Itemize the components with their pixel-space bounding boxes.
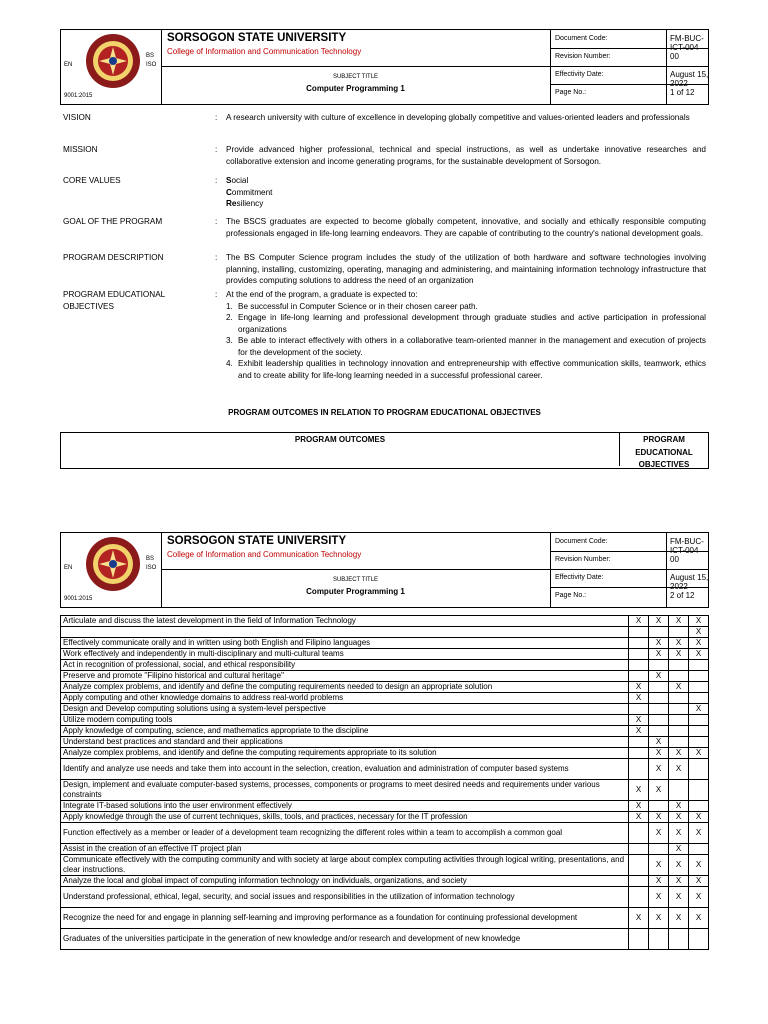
subject-title: Computer Programming 1 bbox=[306, 587, 405, 596]
peo-mark-cell: X bbox=[689, 876, 709, 887]
table-row bbox=[61, 682, 709, 693]
peo-mark-cell: X bbox=[669, 616, 689, 627]
peo-mark-cell bbox=[689, 660, 709, 671]
peo-mark-cell bbox=[629, 737, 649, 748]
peo-mark-cell bbox=[629, 627, 649, 638]
list-item: 4. Exhibit leadership qualities in technology innovation and entrepreneurship with effective communication skills, teamwork, ethics and to create ability for life-long learning needed in a successful professional career. bbox=[226, 359, 706, 380]
peo-mark-cell: X bbox=[649, 780, 669, 801]
peo-mark-cell: X bbox=[629, 715, 649, 726]
document-meta: Document Code: FM-BUC-ICT-004 Revision Number: 00 Effectivity Date: August 15, 2022 Page No.: 1 of 12 bbox=[550, 30, 709, 104]
university-name: SORSOGON STATE UNIVERSITY bbox=[167, 535, 347, 547]
peo-mark-cell bbox=[689, 844, 709, 855]
core-values-list: Social Commitment Resiliency bbox=[226, 176, 273, 208]
peo-mark-cell: X bbox=[669, 908, 689, 929]
peo-mark-cell: X bbox=[689, 638, 709, 649]
peo-mark-cell bbox=[649, 726, 669, 737]
peo-mark-cell bbox=[629, 671, 649, 682]
peo-mark-cell: X bbox=[689, 616, 709, 627]
college-name: College of Information and Communication Technology bbox=[167, 550, 362, 559]
peo-mark-cell bbox=[689, 780, 709, 801]
peo-mark-cell bbox=[649, 801, 669, 812]
peo-mark-cell: X bbox=[669, 812, 689, 823]
peo-mark-cell bbox=[669, 780, 689, 801]
peo-mark-cell bbox=[689, 737, 709, 748]
peo-mark-cell: X bbox=[649, 876, 669, 887]
table-row bbox=[61, 660, 709, 671]
peo-mark-cell: X bbox=[629, 726, 649, 737]
peo-mark-cell: X bbox=[669, 876, 689, 887]
table-row bbox=[61, 844, 709, 855]
peo-mark-cell: X bbox=[649, 855, 669, 876]
po-outcome-cell: Integrate IT-based solutions into the user environment effectively bbox=[61, 801, 629, 812]
peo-mark-cell: X bbox=[689, 748, 709, 759]
peo-mark-cell: X bbox=[629, 682, 649, 693]
peo-mark-cell: X bbox=[649, 649, 669, 660]
po-outcome-cell: Identify and analyze use needs and take them into account in the selection, creation, evaluation and administration of computer based systems bbox=[61, 759, 629, 780]
university-seal-logo bbox=[85, 33, 141, 89]
peo-mark-cell bbox=[669, 704, 689, 715]
subject-title: Computer Programming 1 bbox=[306, 84, 405, 93]
en-label: EN bbox=[64, 565, 73, 571]
peo-mark-cell: X bbox=[669, 638, 689, 649]
document-code: FM-BUC-ICT-004 bbox=[670, 537, 704, 555]
peo-mark-cell bbox=[649, 715, 669, 726]
po-outcome-cell: Assist in the creation of an effective IT project plan bbox=[61, 844, 629, 855]
peo-mark-cell: X bbox=[649, 812, 669, 823]
peo-mark-cell bbox=[649, 693, 669, 704]
peo-mark-cell: X bbox=[689, 908, 709, 929]
list-item: 1. Be successful in Computer Science or in their chosen career path. bbox=[226, 301, 478, 311]
table-row bbox=[61, 812, 709, 823]
bs-iso-label: BS ISO bbox=[146, 556, 157, 571]
peo-mark-cell: X bbox=[649, 638, 669, 649]
peo-mark-cell bbox=[669, 929, 689, 950]
revision-number: 00 bbox=[670, 52, 679, 61]
program-outcomes-table bbox=[60, 615, 709, 950]
peo-mark-cell: X bbox=[629, 801, 649, 812]
po-outcome-cell: Articulate and discuss the latest development in the field of Information Technology bbox=[61, 616, 629, 627]
peo-mark-cell: X bbox=[649, 616, 669, 627]
peo-mark-cell: X bbox=[669, 855, 689, 876]
peo-mark-cell bbox=[689, 693, 709, 704]
peo-mark-cell: X bbox=[689, 627, 709, 638]
peo-mark-cell: X bbox=[669, 887, 689, 908]
list-item: 2. Engage in life-long learning and professional development through graduate studies and active participation in professional organizations bbox=[226, 313, 706, 334]
university-name: SORSOGON STATE UNIVERSITY bbox=[167, 32, 347, 44]
page-number: 2 of 12 bbox=[670, 591, 695, 600]
po-outcome-cell: Design, implement and evaluate computer-based systems, processes, components or programs to meet desired needs and requirements under various constraints bbox=[61, 780, 629, 801]
po-outcome-cell: Understand professional, ethical, legal, security, and social issues and responsibilities in the utilization of information technology bbox=[61, 887, 629, 908]
university-seal-logo bbox=[85, 536, 141, 592]
peo-mark-cell: X bbox=[669, 649, 689, 660]
peo-mark-cell: X bbox=[669, 748, 689, 759]
effectivity-date: August 15, 2022 bbox=[670, 573, 709, 591]
goal-text: The BSCS graduates are expected to become globally competent, innovative, and socially and ethically responsible computing professionals engaged in life-long learning endeavors. They are capable of contributing to the country's national development goals. bbox=[226, 217, 706, 238]
peo-mark-cell: X bbox=[669, 759, 689, 780]
document-code: FM-BUC-ICT-004 bbox=[670, 34, 704, 52]
po-header-peo: PROGRAM EDUCATIONAL OBJECTIVES bbox=[619, 433, 708, 466]
peo-mark-cell bbox=[689, 682, 709, 693]
table-row bbox=[61, 929, 709, 950]
table-row bbox=[61, 780, 709, 801]
po-outcome-cell: Design and Develop computing solutions using a system-level perspective bbox=[61, 704, 629, 715]
table-row bbox=[61, 876, 709, 887]
po-header-outcomes: PROGRAM OUTCOMES bbox=[294, 435, 386, 444]
document-header-page-2 bbox=[60, 532, 709, 608]
peo-list bbox=[226, 301, 706, 382]
peo-mark-cell: X bbox=[689, 855, 709, 876]
peo-mark-cell bbox=[629, 660, 649, 671]
peo-mark-cell: X bbox=[629, 616, 649, 627]
peo-mark-cell bbox=[689, 929, 709, 950]
peo-intro: At the end of the program, a graduate is expected to: bbox=[226, 290, 418, 299]
peo-mark-cell bbox=[629, 649, 649, 660]
peo-mark-cell bbox=[689, 801, 709, 812]
college-name: College of Information and Communication Technology bbox=[167, 47, 362, 56]
table-row bbox=[61, 704, 709, 715]
po-header-table bbox=[60, 432, 709, 469]
peo-mark-cell: X bbox=[669, 844, 689, 855]
table-row bbox=[61, 638, 709, 649]
po-outcome-cell: Preserve and promote "Filipino historical and cultural heritage" bbox=[61, 671, 629, 682]
po-outcome-cell: Analyze the local and global impact of computing information technology on individuals, organizations, and society bbox=[61, 876, 629, 887]
peo-mark-cell bbox=[669, 627, 689, 638]
peo-mark-cell: X bbox=[649, 748, 669, 759]
table-row bbox=[61, 627, 709, 638]
peo-mark-cell bbox=[649, 844, 669, 855]
po-outcome-cell: Graduates of the universities participate in the generation of new knowledge and/or research and development of new knowledge bbox=[61, 929, 629, 950]
peo-mark-cell bbox=[669, 715, 689, 726]
po-outcome-cell: Understand best practices and standard and their applications bbox=[61, 737, 629, 748]
peo-mark-cell bbox=[669, 737, 689, 748]
table-row bbox=[61, 801, 709, 812]
revision-number: 00 bbox=[670, 555, 679, 564]
table-row bbox=[61, 715, 709, 726]
po-outcome-cell: Function effectively as a member or leader of a development team recognizing the different roles within a team to accomplish a common goal bbox=[61, 823, 629, 844]
list-item: 3. Be able to interact effectively with others in a collaborative team-oriented manner in the management and execution of projects for the development of the society. bbox=[226, 336, 706, 357]
peo-mark-cell: X bbox=[649, 737, 669, 748]
po-outcome-cell: Work effectively and independently in multi-disciplinary and multi-cultural teams bbox=[61, 649, 629, 660]
peo-mark-cell bbox=[629, 887, 649, 908]
peo-mark-cell bbox=[689, 671, 709, 682]
po-outcome-cell bbox=[61, 627, 629, 638]
table-row bbox=[61, 616, 709, 627]
peo-mark-cell bbox=[689, 759, 709, 780]
po-outcome-cell: Analyze complex problems, and identify and define the computing requirements appropriate to its solution bbox=[61, 748, 629, 759]
peo-mark-cell bbox=[629, 844, 649, 855]
peo-mark-cell bbox=[669, 660, 689, 671]
peo-mark-cell: X bbox=[629, 780, 649, 801]
vision-text: A research university with culture of excellence in developing globally competitive and values-oriented leaders and professionals bbox=[226, 113, 690, 122]
iso-standard: 9001:2015 bbox=[64, 93, 93, 99]
table-row bbox=[61, 887, 709, 908]
peo-mark-cell bbox=[629, 855, 649, 876]
peo-mark-cell bbox=[649, 660, 669, 671]
table-row bbox=[61, 671, 709, 682]
document-header bbox=[60, 29, 709, 105]
po-outcome-cell: Utilize modern computing tools bbox=[61, 715, 629, 726]
po-outcome-cell: Apply knowledge of computing, science, and mathematics appropriate to the discipline bbox=[61, 726, 629, 737]
peo-mark-cell: X bbox=[689, 704, 709, 715]
peo-mark-cell bbox=[669, 693, 689, 704]
bs-iso-label: BS ISO bbox=[146, 53, 157, 68]
subject-title-label: SUBJECT TITLE bbox=[332, 74, 379, 80]
peo-mark-cell: X bbox=[649, 671, 669, 682]
peo-mark-cell: X bbox=[649, 908, 669, 929]
table-row bbox=[61, 693, 709, 704]
peo-mark-cell bbox=[649, 682, 669, 693]
subject-title-label: SUBJECT TITLE bbox=[332, 577, 379, 583]
peo-mark-cell bbox=[669, 671, 689, 682]
peo-mark-cell: X bbox=[649, 823, 669, 844]
peo-mark-cell bbox=[629, 823, 649, 844]
po-outcome-cell: Analyze complex problems, and identify and define the computing requirements needed to design an appropriate solution bbox=[61, 682, 629, 693]
table-row bbox=[61, 737, 709, 748]
peo-mark-cell: X bbox=[629, 812, 649, 823]
peo-mark-cell bbox=[629, 929, 649, 950]
po-section-title: PROGRAM OUTCOMES IN RELATION TO PROGRAM EDUCATIONAL OBJECTIVES bbox=[228, 408, 541, 417]
page-number: 1 of 12 bbox=[670, 88, 695, 97]
peo-mark-cell bbox=[629, 876, 649, 887]
peo-mark-cell: X bbox=[629, 693, 649, 704]
peo-mark-cell bbox=[669, 726, 689, 737]
peo-mark-cell: X bbox=[629, 908, 649, 929]
po-outcome-cell: Recognize the need for and engage in planning self-learning and improving performance as a foundation for continuing professional development bbox=[61, 908, 629, 929]
peo-mark-cell bbox=[649, 704, 669, 715]
iso-standard: 9001:2015 bbox=[64, 596, 93, 602]
peo-mark-cell: X bbox=[649, 759, 669, 780]
table-row bbox=[61, 748, 709, 759]
po-outcome-cell: Act in recognition of professional, social, and ethical responsibility bbox=[61, 660, 629, 671]
po-outcome-cell: Apply computing and other knowledge domains to address real-world problems bbox=[61, 693, 629, 704]
program-description-text: The BS Computer Science program includes the study of the utilization of both hardware and software technologies involving planning, installing, customizing, operating, managing and administering, and maintaining information technology infrastructure that provides computing solutions to address the need of an organization bbox=[226, 253, 706, 285]
table-row bbox=[61, 649, 709, 660]
peo-mark-cell bbox=[689, 726, 709, 737]
po-outcome-cell: Effectively communicate orally and in written using both English and Filipino languages bbox=[61, 638, 629, 649]
peo-mark-cell bbox=[649, 929, 669, 950]
en-label: EN bbox=[64, 62, 73, 68]
logo-cell bbox=[61, 30, 162, 104]
peo-mark-cell bbox=[649, 627, 669, 638]
peo-mark-cell: X bbox=[689, 812, 709, 823]
table-row bbox=[61, 855, 709, 876]
mission-text: Provide advanced higher professional, technical and special instructions, as well as undertake innovative researches and collaborative extension and income generating programs, for the sustainable development of Sorsogon. bbox=[226, 145, 706, 166]
po-outcome-cell: Communicate effectively with the computing community and with society at large about complex computing activities through logical writing, presentations, and clear instructions. bbox=[61, 855, 629, 876]
effectivity-date: August 15, 2022 bbox=[670, 70, 709, 88]
peo-mark-cell: X bbox=[669, 823, 689, 844]
document-meta: Document Code: FM-BUC-ICT-004 Revision Number: 00 Effectivity Date: August 15, 2022 Page No.: 2 of 12 bbox=[550, 533, 709, 607]
peo-mark-cell bbox=[629, 638, 649, 649]
peo-mark-cell bbox=[629, 704, 649, 715]
po-outcome-cell: Apply knowledge through the use of current techniques, skills, tools, and practices, necessary for the IT profession bbox=[61, 812, 629, 823]
table-row bbox=[61, 759, 709, 780]
peo-mark-cell: X bbox=[649, 887, 669, 908]
peo-mark-cell bbox=[629, 748, 649, 759]
peo-mark-cell bbox=[629, 759, 649, 780]
peo-mark-cell bbox=[689, 715, 709, 726]
logo-cell bbox=[61, 533, 162, 607]
table-row bbox=[61, 726, 709, 737]
peo-mark-cell: X bbox=[689, 823, 709, 844]
peo-mark-cell: X bbox=[689, 887, 709, 908]
table-row bbox=[61, 908, 709, 929]
peo-mark-cell: X bbox=[669, 682, 689, 693]
peo-mark-cell: X bbox=[669, 801, 689, 812]
table-row bbox=[61, 823, 709, 844]
peo-mark-cell: X bbox=[689, 649, 709, 660]
